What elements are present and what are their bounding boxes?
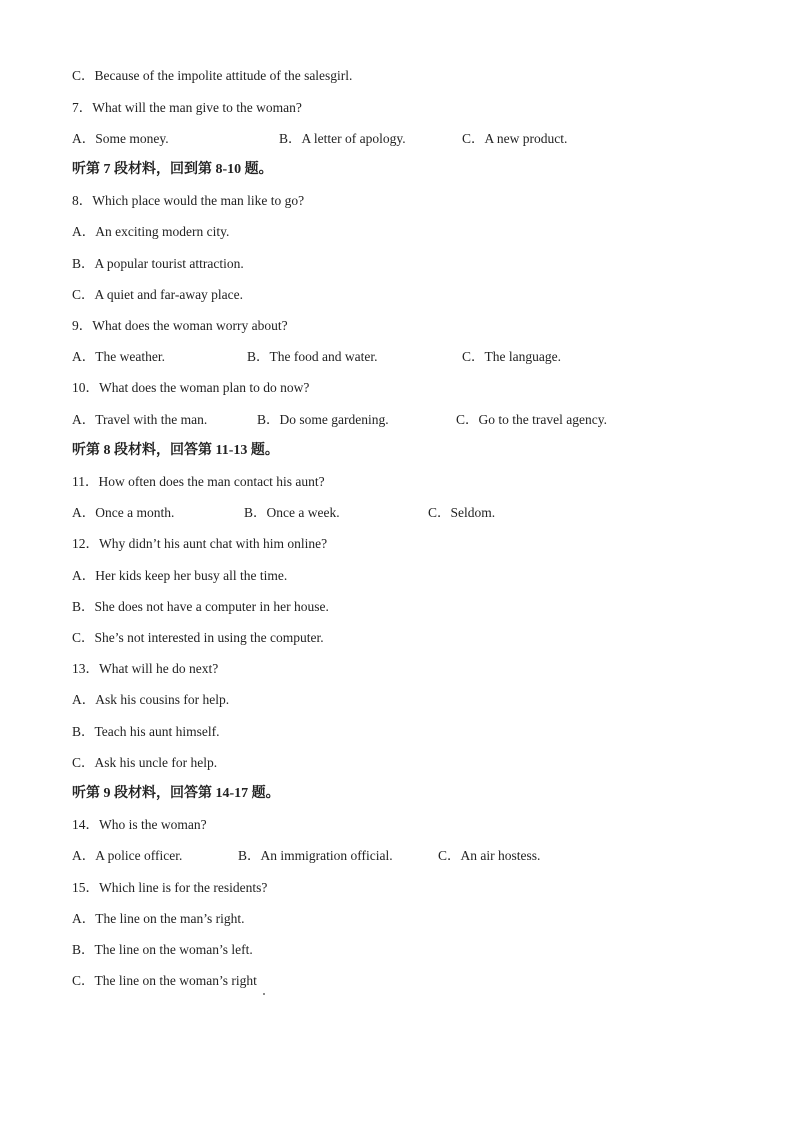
option-c: C．An air hostess. — [438, 848, 541, 863]
option-a: A．Travel with the man. — [72, 412, 208, 427]
option-a: A．Once a month. — [72, 505, 175, 520]
option-c: C．A new product. — [462, 131, 568, 146]
option-a: A．A police officer. — [72, 848, 183, 863]
option-b: B．A letter of apology. — [279, 131, 406, 146]
option-c: C．The language. — [462, 349, 561, 364]
option-line: C．The line on the woman’s right — [72, 973, 257, 988]
option-c: C．Seldom. — [428, 505, 496, 520]
option-b: B．Once a week. — [244, 505, 340, 520]
option-line: C．She’s not interested in using the computer. — [72, 630, 324, 645]
question-line: 12．Why didn’t his aunt chat with him online? — [72, 536, 328, 551]
option-line: C．Ask his uncle for help. — [72, 755, 218, 770]
option-line: B．Teach his aunt himself. — [72, 724, 220, 739]
question-line: 7．What will the man give to the woman? — [72, 100, 302, 115]
option-line: A．Her kids keep her busy all the time. — [72, 568, 288, 583]
option-line: B．A popular tourist attraction. — [72, 256, 244, 271]
option-b: B．Do some gardening. — [257, 412, 389, 427]
option-line: C．Because of the impolite attitude of the salesgirl. — [72, 68, 353, 83]
question-line: 11．How often does the man contact his aunt? — [72, 474, 325, 489]
option-line: A．The line on the man’s right. — [72, 911, 245, 926]
section-heading: 听第 7 段材料，回到第 8-10 题。 — [72, 162, 273, 177]
option-a: A．The weather. — [72, 349, 165, 364]
option-line: A．An exciting modern city. — [72, 224, 230, 239]
option-line: B．The line on the woman’s left. — [72, 942, 253, 957]
question-line: 14．Who is the woman? — [72, 817, 207, 832]
option-line: C．A quiet and far-away place. — [72, 287, 244, 302]
section-heading: 听第 8 段材料，回答第 11-13 题。 — [72, 443, 279, 458]
question-line: 8．Which place would the man like to go? — [72, 193, 305, 208]
section-heading: 听第 9 段材料，回答第 14-17 题。 — [72, 786, 280, 801]
option-b: B．The food and water. — [247, 349, 378, 364]
option-c: C．Go to the travel agency. — [456, 412, 607, 427]
question-line: 15．Which line is for the residents? — [72, 880, 268, 895]
option-line: B．She does not have a computer in her house. — [72, 599, 329, 614]
option-b: B．An immigration official. — [238, 848, 393, 863]
option-line: A．Ask his cousins for help. — [72, 692, 230, 707]
option-a: A．Some money. — [72, 131, 169, 146]
question-line: 13．What will he do next? — [72, 661, 219, 676]
question-line: 10．What does the woman plan to do now? — [72, 380, 310, 395]
question-line: 9．What does the woman worry about? — [72, 318, 288, 333]
stray-dot — [263, 993, 265, 995]
